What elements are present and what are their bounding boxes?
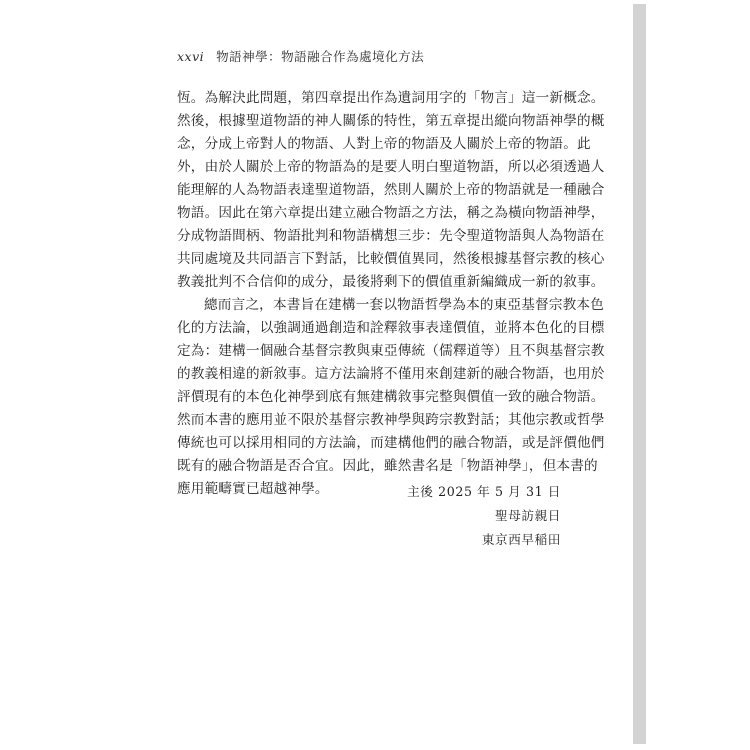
text-line: 然而本書的應用並不限於基督宗教神學與跨宗教對話；其他宗教或哲學 <box>177 412 605 428</box>
paragraph-2 <box>177 294 605 501</box>
text-line: 然後，根據聖道物語的神人關係的特性，第五章提出縱向物語神學的概 <box>177 113 605 129</box>
signoff-place: 東京西早稲田 <box>481 532 561 547</box>
page-edge-bar <box>633 4 646 744</box>
text-line: 應用範疇實已超越神學。 <box>177 481 329 497</box>
text-line: 化的方法論，以強調通過創造和詮釋敘事表達價值，並將本色化的目標 <box>177 320 605 336</box>
signoff-date: 主後 2025 年 5 月 31 日 <box>407 484 561 499</box>
text-line: 總而言之，本書旨在建構一套以物語哲學為本的東亞基督宗教本色 <box>204 297 605 313</box>
text-line: 評價現有的本色化神學到底有無建構敘事完整與價值一致的融合物語。 <box>177 389 605 405</box>
text-line: 的教義相違的新敘事。這方法論將不僅用來創建新的融合物語，也用於 <box>177 366 605 382</box>
running-title: 物語神學：物語融合作為處境化方法 <box>216 49 425 64</box>
signoff <box>407 480 561 552</box>
text-line: 傳統也可以採用相同的方法論，而建構他們的融合物語，或是評價他們 <box>177 435 605 451</box>
text-line: 物語。因此在第六章提出建立融合物語之方法，稱之為橫向物語神學， <box>177 205 605 221</box>
body-text <box>177 87 605 501</box>
text-line: 念，分成上帝對人的物語、人對上帝的物語及人關於上帝的物語。此 <box>177 136 591 152</box>
page-number: xxvi <box>177 49 205 64</box>
text-line: 能理解的人為物語表達聖道物語，然則人關於上帝的物語就是一種融合 <box>177 182 605 198</box>
text-line: 外，由於人關於上帝的物語為的是要人明白聖道物語，所以必須透過人 <box>177 159 605 175</box>
text-line: 既有的融合物語是否合宜。因此，雖然書名是「物語神學」，但本書的 <box>177 458 598 474</box>
text-line: 共同處境及共同語言下對話，比較價值異同，然後根據基督宗教的核心 <box>177 251 605 267</box>
text-line: 恆。為解決此問題，第四章提出作為遺詞用字的「物言」這一新概念。 <box>177 90 605 106</box>
running-head <box>177 47 424 65</box>
text-line: 分成物語間柄、物語批判和物語構想三步：先令聖道物語與人為物語在 <box>177 228 605 244</box>
signoff-feast: 聖母訪親日 <box>495 508 561 523</box>
text-line: 教義批判不合信仰的成分，最後將剩下的價值重新編織成一新的敘事。 <box>177 274 605 290</box>
paragraph-1 <box>177 87 605 294</box>
text-line: 定為：建構一個融合基督宗教與東亞傳統（儒釋道等）且不與基督宗教 <box>177 343 605 359</box>
